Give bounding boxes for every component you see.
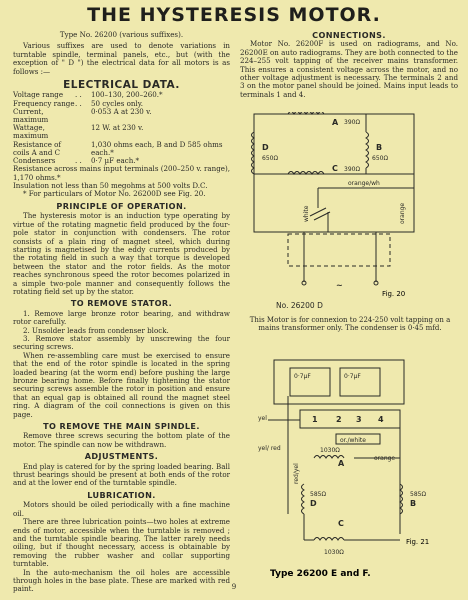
wire-label-red-yel: red/yel: [293, 463, 300, 484]
left-column: [13, 31, 230, 594]
spec-value: 50 cycles only.: [91, 98, 144, 108]
spec-value: 0·053 A at 230 v.: [91, 106, 152, 116]
spec-row: [13, 108, 230, 124]
coil-a-ohms: 390Ω: [344, 119, 361, 126]
spec-value: 1,030 ohms each, B and D 585 ohms each.*: [91, 139, 223, 157]
wire-label-orange-21: orange: [374, 455, 396, 462]
fig21-coil-d-symbol: [302, 484, 305, 514]
spec-row: Frequency range . . 50 cycles only.: [13, 100, 230, 108]
coil-d-ohms: 650Ω: [262, 155, 279, 162]
fig21-coil-d-ohms: 585Ω: [310, 491, 327, 498]
spindle-heading: TO REMOVE THE MAIN SPINDLE.: [43, 421, 200, 432]
terminal-1: 1: [312, 415, 318, 424]
spec-row: Condensers . . 0·7 µF each.*: [13, 157, 230, 165]
wire-label-white: white: [303, 205, 310, 222]
coil-a-symbol: [288, 112, 324, 114]
terminal-2: 2: [336, 415, 342, 424]
coil-b-symbol: [366, 132, 369, 168]
remove-stator-step-1: 1. Remove large bronze rotor bearing, and withdraw rotor carefully.: [13, 308, 230, 327]
spec-key: Current, maximum: [13, 106, 49, 125]
fig21-coil-c-label: C: [338, 519, 344, 528]
connections-text: Motor No. 26200F is used on radiograms, and No. 26200E on auto radiograms. They are both connected to the 224–255 volt tapping of the receiver mains transformer. This ensures a consistent voltage across the motor, and no other voltage adjustment is necessary. The terminals 2 and 3 on the motor panel should be joined. Mains input leads to terminals 1 and 4.: [240, 39, 458, 99]
terminal-4: 4: [378, 415, 384, 424]
wire-label-yel-red: yel/ red: [258, 445, 281, 452]
electrical-data-heading: ELECTRICAL DATA.: [63, 79, 180, 92]
fig-21-label: Fig. 21: [406, 538, 430, 546]
lubrication-text-3: In the auto-mechanism the oil holes are accessible through holes in the base plate. These are marked with red paint.: [13, 567, 230, 594]
spindle-text: Remove three screws securing the bottom plate of the motor. The spindle can now be withdrawn.: [13, 431, 230, 449]
fig21-coil-b-ohms: 585Ω: [410, 491, 427, 498]
fig21-coil-a-label: A: [338, 459, 345, 468]
remove-stator-step-3: 3. Remove stator assembly by unscrewing the four securing screws.: [13, 333, 230, 352]
fig21-coil-c-ohms: 1030Ω: [324, 549, 344, 556]
wire-label-orange-wh: orange/wh: [348, 180, 380, 187]
fig21-coil-b-label: B: [410, 499, 417, 508]
coil-c-symbol: [288, 172, 324, 175]
fig21-coil-a-ohms: 1030Ω: [320, 447, 340, 454]
principle-text: The hysteresis motor is an induction type operating by virtue of the rotating magnetic field produced by the four-pole stator in conjunction with condensers. The rotor consists of a plain ring of magnet steel, which during starting is magnetised by the eddy currents produced by the rotating field in such a way that torque is developed between the stator and the rotor fields. As the motor reaches synchronous speed the rotor becomes polarized in a simple two-pole manner and consequently follows the rotating field set up by the stator.: [13, 211, 230, 296]
intro-paragraph: Various suffixes are used to denote variations in turntable spindle, terminal panels, etc., but (with the exception of " D ") the electrical data for all motors is as follows :—: [13, 41, 230, 76]
spec-key: Frequency range: [13, 98, 75, 108]
lubrication-heading: LUBRICATION.: [87, 489, 156, 500]
coil-c-label: C: [332, 164, 338, 173]
fig-21-type-label: Type 26200 E and F.: [270, 569, 371, 579]
coil-a-label: A: [332, 118, 339, 127]
mains-dashed-box: [288, 234, 390, 266]
adjustments-heading: ADJUSTMENTS.: [84, 451, 159, 462]
coil-d-label: D: [262, 143, 269, 152]
page-title: THE HYSTERESIS MOTOR.: [87, 4, 381, 26]
adjustments-text: End play is catered for by the spring loaded bearing. Ball thrust bearings should be present at both ends of the rotor and at the lower end of the turntable spindle.: [13, 461, 230, 488]
coil-c-ohms: 390Ω: [344, 166, 361, 173]
fig21-coil-d-label: D: [310, 499, 317, 508]
electrical-spec-table: [13, 91, 230, 165]
resistance-note: Resistance across mains input terminals (200–250 v. range), 1,170 ohms.*: [13, 164, 230, 182]
fig-20-wiring-diagram: [248, 112, 424, 300]
fig21-coil-c-symbol: [314, 538, 344, 541]
spec-row: [13, 124, 230, 140]
spec-key: Condensers: [13, 156, 56, 166]
page-number: 9: [231, 583, 237, 591]
insulation-note: Insulation not less than 50 megohms at 500 volts D.C.: [13, 181, 208, 191]
spec-key: Wattage, maximum: [13, 123, 49, 141]
right-column: [240, 31, 458, 99]
connections-heading: CONNECTIONS.: [312, 30, 386, 40]
remove-stator-step-2: 2. Unsolder leads from condenser block.: [23, 325, 169, 335]
spec-key: Voltage range: [13, 90, 64, 100]
type-number: Type No. 26200 (various suffixes).: [59, 30, 184, 39]
mains-symbol: ~: [336, 281, 343, 290]
terminal-3: 3: [356, 415, 362, 424]
wire-label-yel: yel: [258, 415, 267, 422]
coil-b-label: B: [376, 143, 383, 152]
fig-21-wiring-diagram: [244, 354, 456, 580]
fig-20-caption: This Motor is for connexion to 224-250 volt tapping on a mains transformer only. The condenser is 0·45 mfd.: [249, 316, 451, 333]
remove-stator-heading: TO REMOVE STATOR.: [70, 298, 173, 309]
spec-value: 12 W. at 230 v.: [91, 123, 144, 133]
spec-key: Resistance of coils A and C: [13, 139, 62, 157]
fig-20-number: No. 26200 D: [276, 301, 323, 310]
condenser-1-value: 0·7µF: [294, 373, 311, 380]
fig20-outer-loop: [254, 114, 414, 232]
spec-row: [13, 141, 230, 157]
spec-value: 100–130, 200–260.*: [91, 90, 163, 100]
coil-b-ohms: 650Ω: [372, 155, 389, 162]
condenser-2-value: 0·7µF: [344, 373, 361, 380]
principle-heading: PRINCIPLE OF OPERATION.: [56, 200, 187, 211]
wire-label-or-white: or./white: [340, 437, 366, 444]
spec-value: 0·7 µF each.*: [91, 156, 140, 166]
spec-row: Voltage range . . 100–130, 200–260.*: [13, 91, 230, 99]
lubrication-text-2: There are three lubrication points—two holes at extreme ends of motor, accessible when the turntable is removed ; and the turntable spindle bearing. The latter rarely needs oiling, but if thought necessary, access is obtainable by removing the rubber washer and collar supporting turntable.: [13, 517, 230, 569]
lubrication-text-1: Motors should be oiled periodically with a fine machine oil.: [13, 500, 230, 518]
reassemble-text: When re-assembling care must be exercised to ensure that the end of the rotor spindle is located in the spring loaded bearing (at the worm end) before pushing the large bronze bearing home. Before finally tightening the stator securing screws assemble the rotor in position and ensure that an equal gap is obtained all round the magnet steel ring. A diagram of the coil connections is given on this page.: [13, 350, 230, 419]
fig-20-label: Fig. 20: [382, 290, 406, 298]
fig21-coil-a-symbol: [314, 456, 344, 459]
condenser-box: [274, 360, 404, 404]
star-note: * For particulars of Motor No. 26200D see Fig. 20.: [23, 189, 206, 199]
wire-label-orange: orange: [399, 202, 406, 224]
